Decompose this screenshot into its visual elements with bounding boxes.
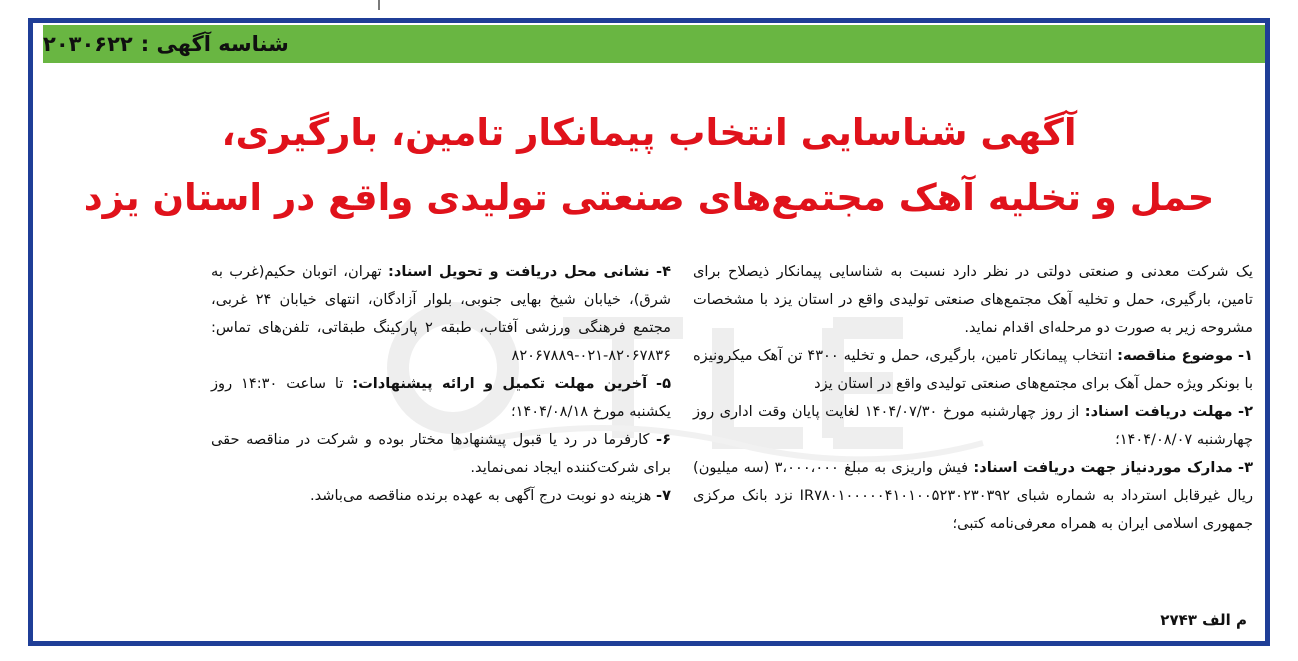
item-4 <box>211 258 671 370</box>
title-line-1: آگهی شناسایی انتخاب پیمانکار تامین، بارگیری، <box>221 111 1077 154</box>
item-3-number: ۳- <box>1238 459 1253 476</box>
intro-paragraph: یک شرکت معدنی و صنعتی دولتی در نظر دارد نسبت به شناسایی پیمانکار ذیصلاح برای تامین، بارگیری، حمل و تخلیه آهک مجتمع‌های صنعتی تولیدی واقع در استان یزد با مشخصات مشروحه زیر به صورت دو مرحله‌ای اقدام نماید. <box>693 263 1253 336</box>
footer-code: م الف ۲۷۴۳ <box>1160 611 1247 629</box>
body-column-right <box>693 258 1253 538</box>
item-5 <box>211 370 671 426</box>
item-6 <box>211 426 671 482</box>
item-2-text: از روز چهارشنبه مورخ ۱۴۰۴/۰۷/۳۰ لغایت پایان وقت اداری روز چهارشنبه ۱۴۰۴/۰۸/۰۷؛ <box>693 403 1253 448</box>
ad-id-value: ۲۰۳۰۶۲۲ <box>43 32 133 56</box>
item-3-text: فیش واریزی به مبلغ ۳،۰۰۰،۰۰۰ (سه میلیون) ریال غیرقابل استرداد به شماره شبای IR۷۸۰۱۰۰۰۰۰۴۱۰۱۰۰۵۲۳۰۲۳۰۳۹۲ نزد بانک مرکزی جمهوری اسلامی ایران به همراه معرفی‌نامه کتبی؛ <box>693 459 1253 532</box>
item-4-label: نشانی محل دریافت و تحویل اسناد: <box>388 263 650 280</box>
item-1-label: موضوع مناقصه: <box>1117 347 1234 364</box>
ad-frame <box>28 18 1270 646</box>
item-1-text: انتخاب پیمانکار تامین، بارگیری، حمل و تخلیه ۴۳۰۰ تن آهک میکرونیزه با بونکر ویژه حمل آهک برای مجتمع‌های صنعتی تولیدی واقع در استان یزد <box>693 347 1253 392</box>
body-column-left <box>211 258 671 510</box>
item-5-number: ۵- <box>656 375 672 392</box>
item-2-number: ۲- <box>1238 403 1254 420</box>
crop-mark <box>378 0 380 10</box>
item-1-number: ۱- <box>1238 347 1253 364</box>
item-6-number: ۶- <box>656 431 672 448</box>
title-line-2: حمل و تخلیه آهک مجتمع‌های صنعتی تولیدی واقع در استان یزد <box>83 176 1215 219</box>
ad-id <box>43 32 289 56</box>
item-3 <box>693 454 1253 538</box>
item-2 <box>693 398 1253 454</box>
item-7 <box>211 482 671 510</box>
item-4-text: تهران، اتوبان حکیم(غرب به شرق)، خیابان شیخ بهایی جنوبی، بلوار آزادگان، انتهای خیابان ۲۴ غربی، مجتمع فرهنگی ورزشی آفتاب، طبقه ۲ پارکینگ طبقاتی، تلفن‌های تماس: ۸۲۰۶۷۸۳۶-۰۲۱-۸۲۰۶۷۸۸۹ <box>211 263 671 364</box>
item-3-label: مدارک موردنیاز جهت دریافت اسناد: <box>973 459 1233 476</box>
ad-id-band <box>43 25 1265 63</box>
item-6-text: کارفرما در رد یا قبول پیشنهادها مختار بوده و شرکت در مناقصه حقی برای شرکت‌کننده ایجاد نمی‌نماید. <box>211 431 671 476</box>
item-7-text: هزینه دو نوبت درج آگهی به عهده برنده مناقصه می‌باشد. <box>309 487 652 504</box>
item-7-number: ۷- <box>656 487 671 504</box>
item-5-label: آخرین مهلت تکمیل و ارائه پیشنهادات: <box>352 375 648 392</box>
item-1 <box>693 342 1253 398</box>
item-5-text: تا ساعت ۱۴:۳۰ روز یکشنبه مورخ ۱۴۰۴/۰۸/۱۸؛ <box>211 375 671 420</box>
ad-id-label: شناسه آگهی : <box>140 32 289 56</box>
item-2-label: مهلت دریافت اسناد: <box>1084 403 1233 420</box>
item-4-number: ۴- <box>656 263 671 280</box>
